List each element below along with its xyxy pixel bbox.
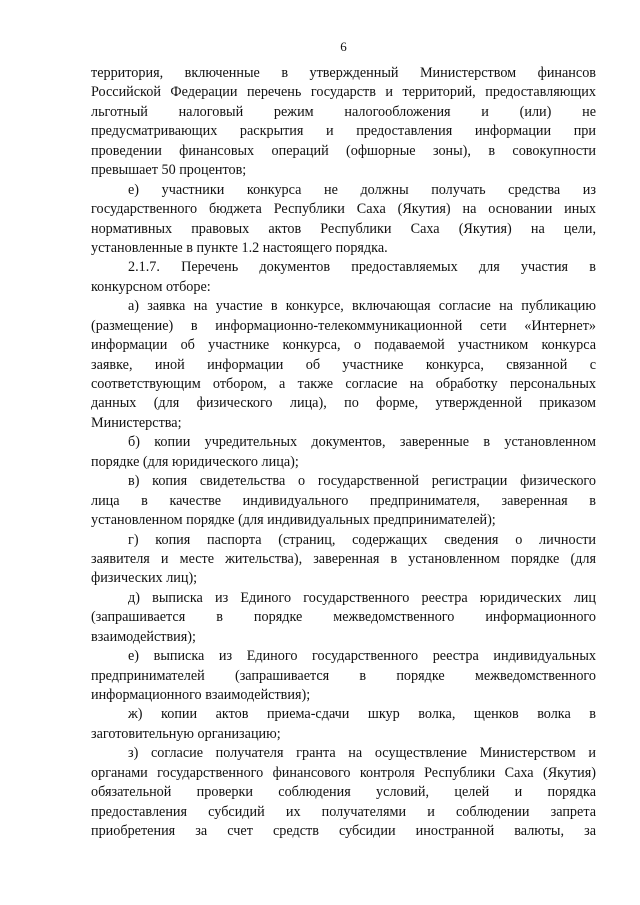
text-line: государственного бюджета Республики Саха (Якутия) на основании иных	[91, 201, 596, 218]
paragraph-item-b	[91, 433, 596, 472]
paragraph-item-v	[91, 472, 596, 530]
text-line: информационного взаимодействия);	[91, 687, 311, 703]
text-line: органами государственного финансового контроля Республики Саха (Якутия)	[91, 764, 596, 781]
paragraph-item-e-participants	[91, 181, 596, 259]
paragraph-item-e	[91, 647, 596, 705]
paragraph-continuation	[91, 64, 596, 181]
text-line: предоставления субсидий их получателями и соблюдении запрета	[91, 803, 596, 820]
text-line: заявке, иной информации об участнике конкурса, связанной с	[91, 356, 596, 373]
text-line: заготовительную организацию;	[91, 725, 281, 742]
text-line: льготный налоговый режим налогообложения и (или) не	[91, 103, 596, 120]
paragraph-item-a	[91, 297, 596, 433]
page-number: 6	[340, 39, 347, 54]
text-line: в) копия свидетельства о государственной регистрации физического	[128, 473, 596, 490]
text-line: а) заявка на участие в конкурсе, включающая согласие на публикацию	[128, 298, 596, 315]
paragraph-item-d	[91, 589, 596, 647]
text-line: лица в качестве индивидуального предпринимателя, заверенная в	[91, 492, 596, 509]
text-line: взаимодействия);	[91, 628, 196, 645]
document-page	[91, 0, 596, 905]
text-line: проведении финансовых операций (офшорные зоны), в совокупности	[91, 142, 596, 159]
text-line: обязательной проверки соблюдения условий, целей и порядка	[91, 784, 596, 801]
paragraph-item-z	[91, 744, 596, 841]
text-line: превышает 50 процентов;	[91, 162, 247, 179]
text-line: е) выписка из Единого государственного реестра индивидуальных	[128, 648, 596, 665]
text-line: д) выписка из Единого государственного реестра юридических лиц	[128, 589, 596, 606]
text-line: физических лиц);	[91, 570, 198, 587]
text-line: предусматривающих раскрытия и предоставления информации при	[91, 123, 596, 140]
text-line: конкурсном отборе:	[91, 278, 211, 295]
text-line: (запрашивается в порядке межведомственного информационного	[91, 609, 596, 626]
paragraph-section-2-1-7	[91, 258, 596, 297]
text-line: нормативных правовых актов Республики Саха (Якутия) на цели,	[91, 220, 596, 237]
text-line: информации об участнике конкурса, о подаваемой участником конкурса	[91, 337, 596, 354]
paragraph-item-g	[91, 531, 596, 589]
text-line: данных (для физического лица), по форме, утвержденной приказом	[91, 395, 596, 412]
text-line: ж) копии актов приема-сдачи шкур волка, щенков волка в	[128, 706, 596, 723]
text-line: е) участники конкурса не должны получать средства из	[128, 181, 596, 198]
text-line: приобретения за счет средств субсидии иностранной валюты, за	[91, 823, 596, 840]
text-line: установленном порядке (для индивидуальных предпринимателей);	[91, 512, 496, 529]
text-line: з) согласие получателя гранта на осуществление Министерством и	[128, 745, 596, 762]
text-line: заявителя и месте жительства), заверенная в установленном порядке (для	[91, 550, 596, 567]
text-line: соответствующим отбором, а также согласие на обработку персональных	[91, 376, 596, 392]
text-line: Российской Федерации перечень государств и территорий, предоставляющих	[91, 84, 596, 101]
text-line: предпринимателей (запрашивается в порядке межведомственного	[91, 667, 596, 684]
text-line: б) копии учредительных документов, заверенные в установленном	[128, 434, 596, 451]
text-line: Министерства;	[91, 414, 182, 431]
text-line: порядке (для юридического лица);	[91, 453, 299, 470]
text-line: 2.1.7. Перечень документов предоставляемых для участия в	[128, 259, 596, 276]
text-line: г) копия паспорта (страниц, содержащих сведения о личности	[128, 531, 596, 548]
document-body	[91, 64, 596, 842]
text-line: территория, включенные в утвержденный Министерством финансов	[91, 65, 596, 81]
text-line: (размещение) в информационно-телекоммуникационной сети «Интернет»	[91, 317, 596, 334]
text-line: установленные в пункте 1.2 настоящего порядка.	[91, 239, 388, 256]
paragraph-item-zh	[91, 705, 596, 744]
